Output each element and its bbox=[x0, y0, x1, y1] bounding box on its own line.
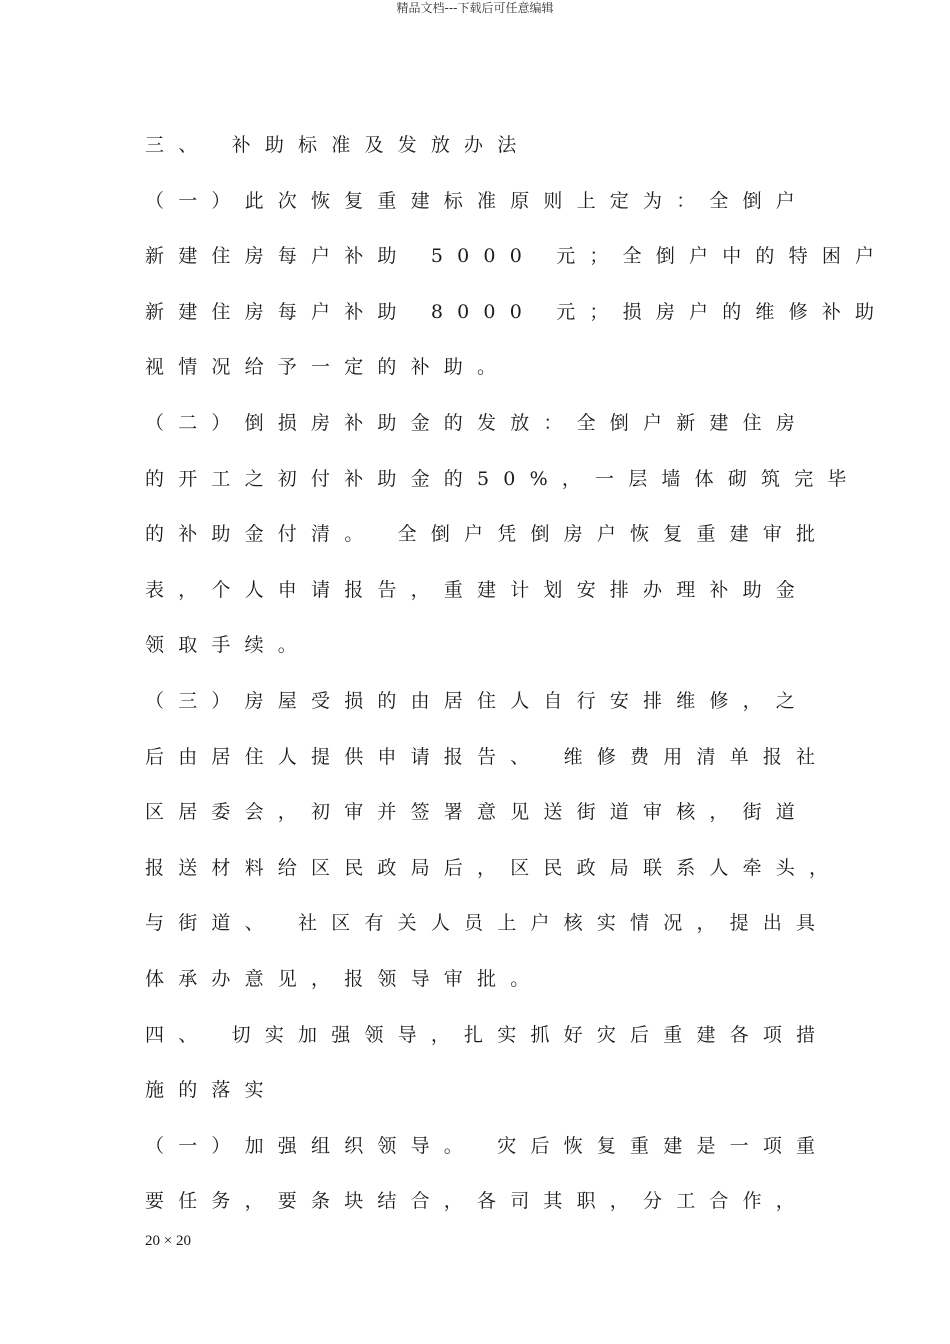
body-line: （一）加强组织领导。 灾后恢复重建是一项重 bbox=[145, 1135, 830, 1157]
body-line: 的补助金付清。 全倒户凭倒房户恢复重建审批 bbox=[145, 523, 830, 545]
body-line: 体承办意见，报领导审批。 bbox=[145, 968, 544, 990]
body-line: 后由居住人提供申请报告、 维修费用清单报社 bbox=[145, 746, 830, 768]
body-line: 与街道、 社区有关人员上户核实情况，提出具 bbox=[145, 912, 830, 934]
body-line: 区居委会，初审并签署意见送街道审核，街道 bbox=[145, 801, 810, 823]
body-line: 施的落实 bbox=[145, 1079, 278, 1101]
body-line: 报送材料给区民政局后，区民政局联系人牵头， bbox=[145, 857, 843, 879]
body-line: 领取手续。 bbox=[145, 634, 312, 656]
body-line: （二）倒损房补助金的发放：全倒户新建住房 bbox=[145, 412, 810, 434]
section-heading-4: 四、 切实加强领导，扎实抓好灾后重建各项措 bbox=[145, 1024, 830, 1046]
page-header: 精品文档---下载后可任意编辑 bbox=[396, 1, 554, 15]
section-heading-3: 三、 补助标准及发放办法 bbox=[145, 134, 531, 156]
body-line: 表，个人申请报告，重建计划安排办理补助金 bbox=[145, 579, 810, 601]
body-line: 视情况给予一定的补助。 bbox=[145, 356, 511, 378]
body-line: （三）房屋受损的由居住人自行安排维修，之 bbox=[145, 690, 810, 712]
body-line: 的开工之初付补助金的50%，一层墙体砌筑完毕 bbox=[145, 468, 861, 490]
body-line: 新建住房每户补助 5000 元；全倒户中的特困户 bbox=[145, 245, 889, 267]
body-line: （一）此次恢复重建标准原则上定为：全倒户 bbox=[145, 190, 810, 212]
grid-size-label: 20 × 20 bbox=[145, 1233, 191, 1249]
body-line: 新建住房每户补助 8000 元；损房户的维修补助 bbox=[145, 301, 889, 323]
body-line: 要任务，要条块结合，各司其职，分工合作， bbox=[145, 1190, 810, 1212]
